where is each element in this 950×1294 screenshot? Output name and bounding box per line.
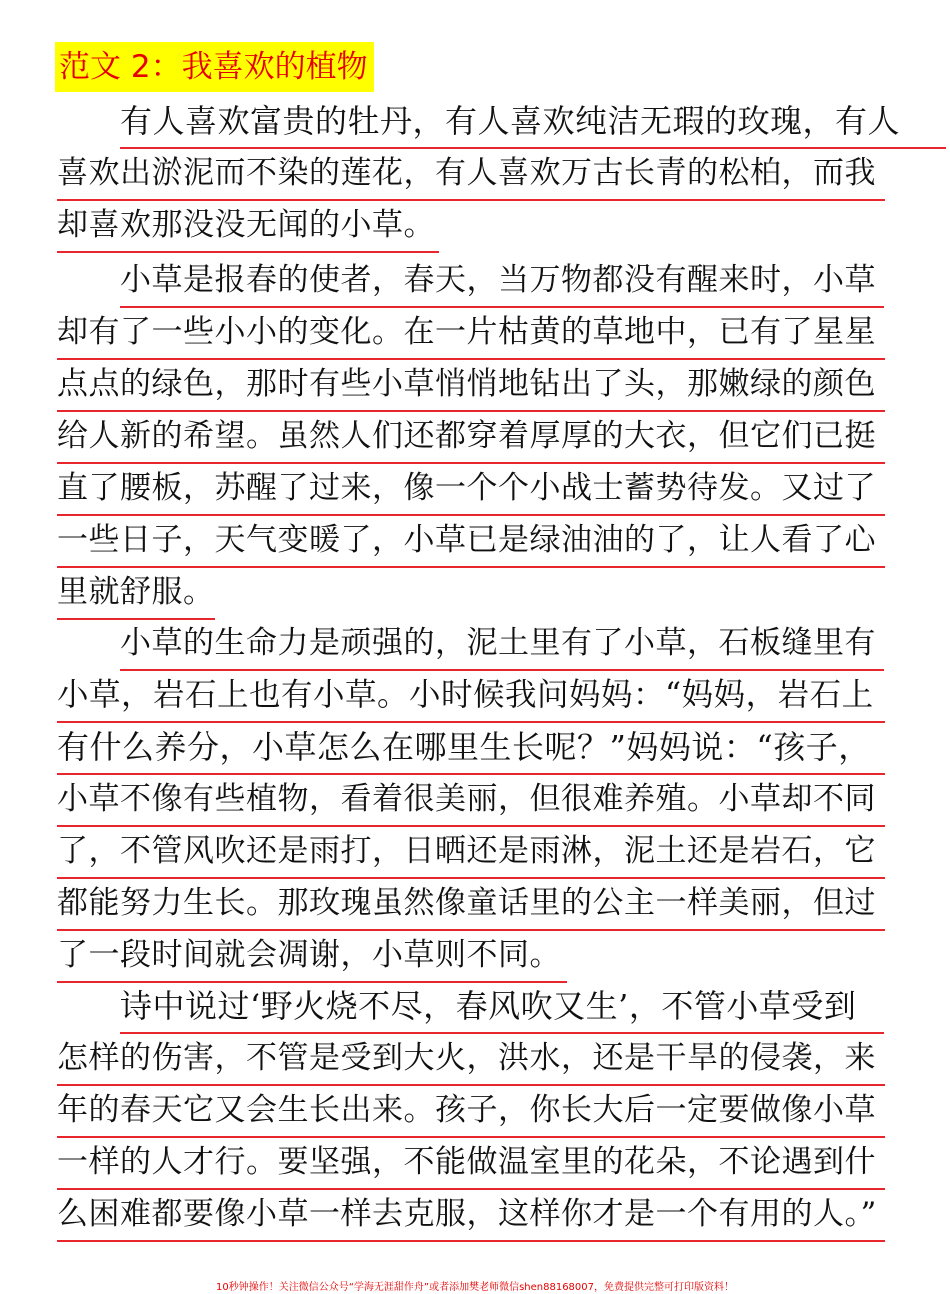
- text-line: 喜欢出淤泥而不染的莲花，有人喜欢万古长青的松柏，而我: [57, 147, 885, 201]
- text-line: 年的春天它又会生长出来。孩子，你长大后一定要做像小草: [57, 1084, 885, 1138]
- essay-title: 范文 2：我喜欢的植物: [55, 42, 374, 92]
- footer-note: 10秒钟操作！关注微信公众号“学海无涯甜作舟”或者添加樊老师微信shen88168007，免费提供完整可打印版资料！: [215, 1282, 735, 1293]
- text-line: 一样的人才行。要坚强，不能做温室里的花朵，不论遇到什: [57, 1136, 885, 1190]
- text-line: 怎样的伤害，不管是受到大火，洪水，还是干旱的侵袭，来: [57, 1032, 885, 1086]
- text-line: 了，不管风吹还是雨打，日晒还是雨淋，泥土还是岩石，它: [57, 825, 885, 879]
- text-line: 小草不像有些植物，看着很美丽，但很难养殖。小草却不同: [57, 773, 885, 827]
- text-line: 里就舒服。: [57, 566, 215, 620]
- text-line: 直了腰板，苏醒了过来，像一个个小战士蓄势待发。又过了: [57, 462, 885, 516]
- text-line: 却喜欢那没没无闻的小草。: [57, 199, 439, 253]
- text-line: 有什么养分，小草怎么在哪里生长呢？”妈妈说：“孩子，: [57, 721, 885, 775]
- text-line: 了一段时间就会凋谢，小草则不同。: [57, 929, 567, 983]
- text-line: 却有了一些小小的变化。在一片枯黄的草地中，已有了星星: [57, 306, 885, 360]
- text-line: 有人喜欢富贵的牡丹，有人喜欢纯洁无瑕的玫瑰，有人: [120, 95, 946, 149]
- text-line: 诗中说过‘野火烧不尽，春风吹又生’，不管小草受到: [120, 980, 884, 1034]
- text-line: 小草，岩石上也有小草。小时候我问妈妈：“妈妈，岩石上: [57, 669, 885, 723]
- text-line: 给人新的希望。虽然人们还都穿着厚厚的大衣，但它们已挺: [57, 410, 885, 464]
- text-line: 小草的生命力是顽强的，泥土里有了小草，石板缝里有: [120, 617, 884, 671]
- text-line: 么困难都要像小草一样去克服，这样你才是一个有用的人。”: [57, 1188, 885, 1242]
- text-line: 点点的绿色，那时有些小草悄悄地钻出了头，那嫩绿的颜色: [57, 358, 885, 412]
- text-line: 小草是报春的使者，春天，当万物都没有醒来时，小草: [120, 254, 884, 308]
- text-line: 一些日子，天气变暖了，小草已是绿油油的了，让人看了心: [57, 514, 885, 568]
- text-line: 都能努力生长。那玫瑰虽然像童话里的公主一样美丽，但过: [57, 877, 885, 931]
